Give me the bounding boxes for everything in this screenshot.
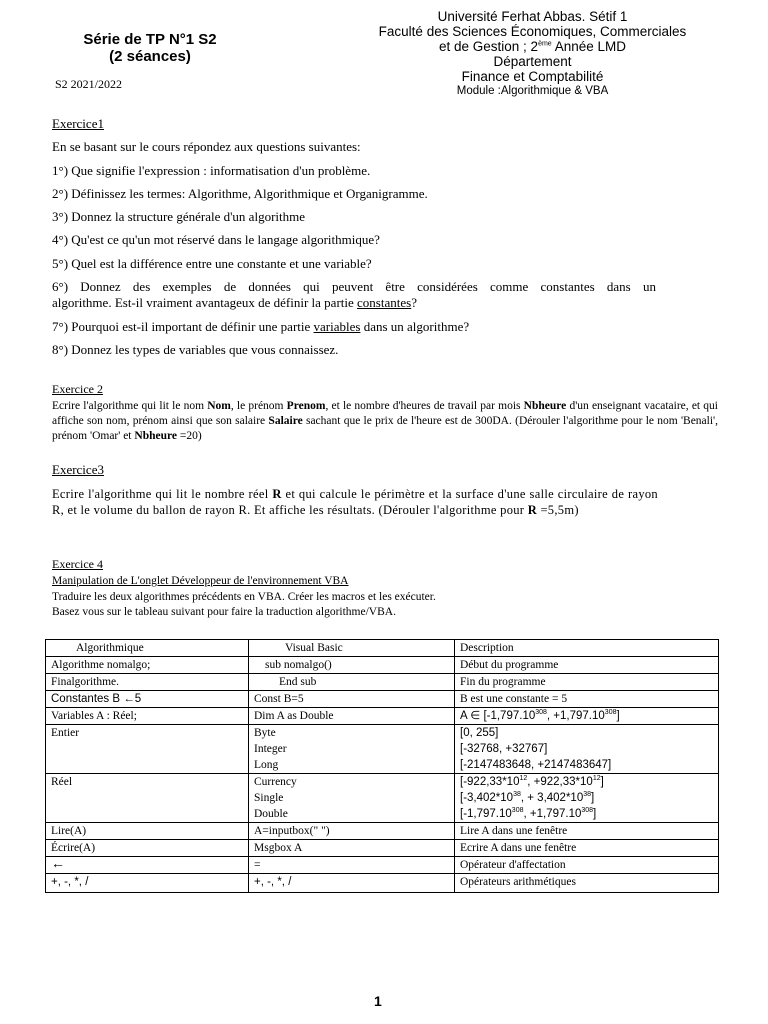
header-visual-basic: Visual Basic: [249, 640, 455, 657]
cell-desc: Début du programme: [455, 657, 719, 674]
header-description: Description: [455, 640, 719, 657]
department-label: Département: [493, 54, 572, 69]
cell-algo: Lire(A): [46, 823, 249, 840]
cell-vb: Dim A as Double: [249, 708, 455, 725]
exercise1-intro: En se basant sur le cours répondez aux questions suivantes:: [52, 139, 361, 154]
exercise3-title: Exercice3: [52, 462, 104, 477]
cell-desc: [$-922,33*10^{12}$, $+922,33*10^{12}$] [$-3,402*10^{38}$, + $3,402*10^{38}$] [$-1,797.10^{308}$, $+1,797.10^{308}$]: [455, 774, 719, 823]
cell-vb: +, -, *, /: [249, 874, 455, 893]
cell-vb: Const B=5: [249, 691, 455, 708]
cell-algo: +, -, *, /: [46, 874, 249, 893]
question-4: 4°) Qu'est ce qu'un mot réservé dans le langage algorithmique?: [52, 232, 380, 247]
series-title-line: Série de TP N°1 S2: [83, 31, 217, 48]
page-number: 1: [374, 993, 382, 1009]
cell-algo: Écrire(A): [46, 840, 249, 857]
cell-desc: A ∈ [$-1,797.10^{308}$, $+1,797.10^{308}$]: [455, 708, 719, 725]
exercise1-title: Exercice1: [52, 116, 104, 131]
exercise3-text: Ecrire l'algorithme qui lit le nombre réel R et qui calcule le périmètre et la surface d'une salle circulaire de rayon R, et le volume du ballon de rayon R. Et affiche les résultats. (Dérouler l'algorithme pour R =5,5m): [52, 487, 658, 517]
exercise4-line2: Basez vous sur le tableau suivant pour faire la traduction algorithme/VBA.: [52, 606, 396, 618]
question-7: 7°) Pourquoi est-il important de définir une partie variables dans un algorithme?: [52, 319, 470, 334]
question-8: 8°) Donnez les types de variables que vous connaissez.: [52, 342, 339, 357]
cell-desc: Lire A dans une fenêtre: [455, 823, 719, 840]
module-name: Module :Algorithmique & VBA: [456, 85, 609, 97]
exercise4-title: Exercice 4: [52, 557, 103, 571]
table-row: [46, 874, 719, 893]
question-3: 3°) Donnez la structure générale d'un algorithme: [52, 209, 305, 224]
university-name: Université Ferhat Abbas. Sétif 1: [437, 9, 628, 24]
table-row: [46, 857, 719, 874]
cell-desc: Opérateurs arithmétiques: [455, 874, 719, 893]
cell-algo: Algorithme nomalgo;: [46, 657, 249, 674]
question-6: 6°) Donnez des exemples de données qui peuvent être considérées comme constantes dans un algorithme. Est-il vraiment avantageux de définir la partie constantes?: [52, 279, 656, 310]
cell-vb: Msgbox A: [249, 840, 455, 857]
cell-algo: Constantes B ←5: [46, 691, 249, 708]
table-row: [46, 823, 719, 840]
faculty-name: Faculté des Sciences Économiques, Commerciales: [378, 24, 687, 39]
cell-algo: Réel: [46, 774, 249, 823]
cell-vb: Byte Integer Long: [249, 725, 455, 774]
cell-desc: Ecrire A dans une fenêtre: [455, 840, 719, 857]
exercise4-line1: Traduire les deux algorithmes précédents en VBA. Créer les macros et les exécuter.: [52, 591, 436, 603]
header-algorithmique: Algorithmique: [46, 640, 249, 657]
exercise4-subtitle: Manipulation de L'onglet Développeur de l'environnement VBA: [52, 575, 349, 587]
exercise2-text: Ecrire l'algorithme qui lit le nom Nom, le prénom Prenom, et le nombre d'heures de travail par mois Nbheure d'un enseignant vacataire, et qui affiche son nom, prénom ainsi que son salaire Salaire sachant que le prix de l'heure est de 300DA. (Dérouler l'algorithme pour le nom 'Benali', prénom 'Omar' et Nbheure =20): [52, 400, 718, 442]
cell-desc: Fin du programme: [455, 674, 719, 691]
table-row: [46, 725, 719, 774]
faculty-gestion: et de Gestion ; 2ème Année LMD: [439, 39, 626, 54]
question-2: 2°) Définissez les termes: Algorithme, Algorithmique et Organigramme.: [52, 186, 428, 201]
table-row: [46, 674, 719, 691]
cell-algo: Variables A : Réel;: [46, 708, 249, 725]
cell-desc: Opérateur d'affectation: [455, 857, 719, 874]
cell-vb: Currency Single Double: [249, 774, 455, 823]
table-row: [46, 657, 719, 674]
cell-vb: A=inputbox(" "): [249, 823, 455, 840]
cell-desc: [0, 255] [-32768, +32767] [-2147483648, +2147483647]: [455, 725, 719, 774]
exercise2-title: Exercice 2: [52, 382, 103, 396]
table-row: [46, 691, 719, 708]
cell-vb: =: [249, 857, 455, 874]
table-row: [46, 840, 719, 857]
cell-algo: ←: [46, 857, 249, 874]
question-5: 5°) Quel est la différence entre une constante et une variable?: [52, 256, 372, 271]
cell-vb: End sub: [249, 674, 455, 691]
institution-header: [360, 9, 705, 99]
table-row: [46, 774, 719, 823]
cell-algo: Finalgorithme.: [46, 674, 249, 691]
translation-table: [45, 639, 719, 893]
series-subtitle: (2 séances): [109, 48, 191, 65]
department-name: Finance et Comptabilité: [461, 69, 604, 84]
table-row: [46, 708, 719, 725]
cell-desc: B est une constante = 5: [455, 691, 719, 708]
series-title: [50, 31, 250, 65]
cell-vb: sub nomalgo(): [249, 657, 455, 674]
cell-algo: Entier: [46, 725, 249, 774]
question-1: 1°) Que signifie l'expression : informatisation d'un problème.: [52, 163, 371, 178]
table-header-row: [46, 640, 719, 657]
semester: S2 2021/2022: [55, 77, 123, 91]
